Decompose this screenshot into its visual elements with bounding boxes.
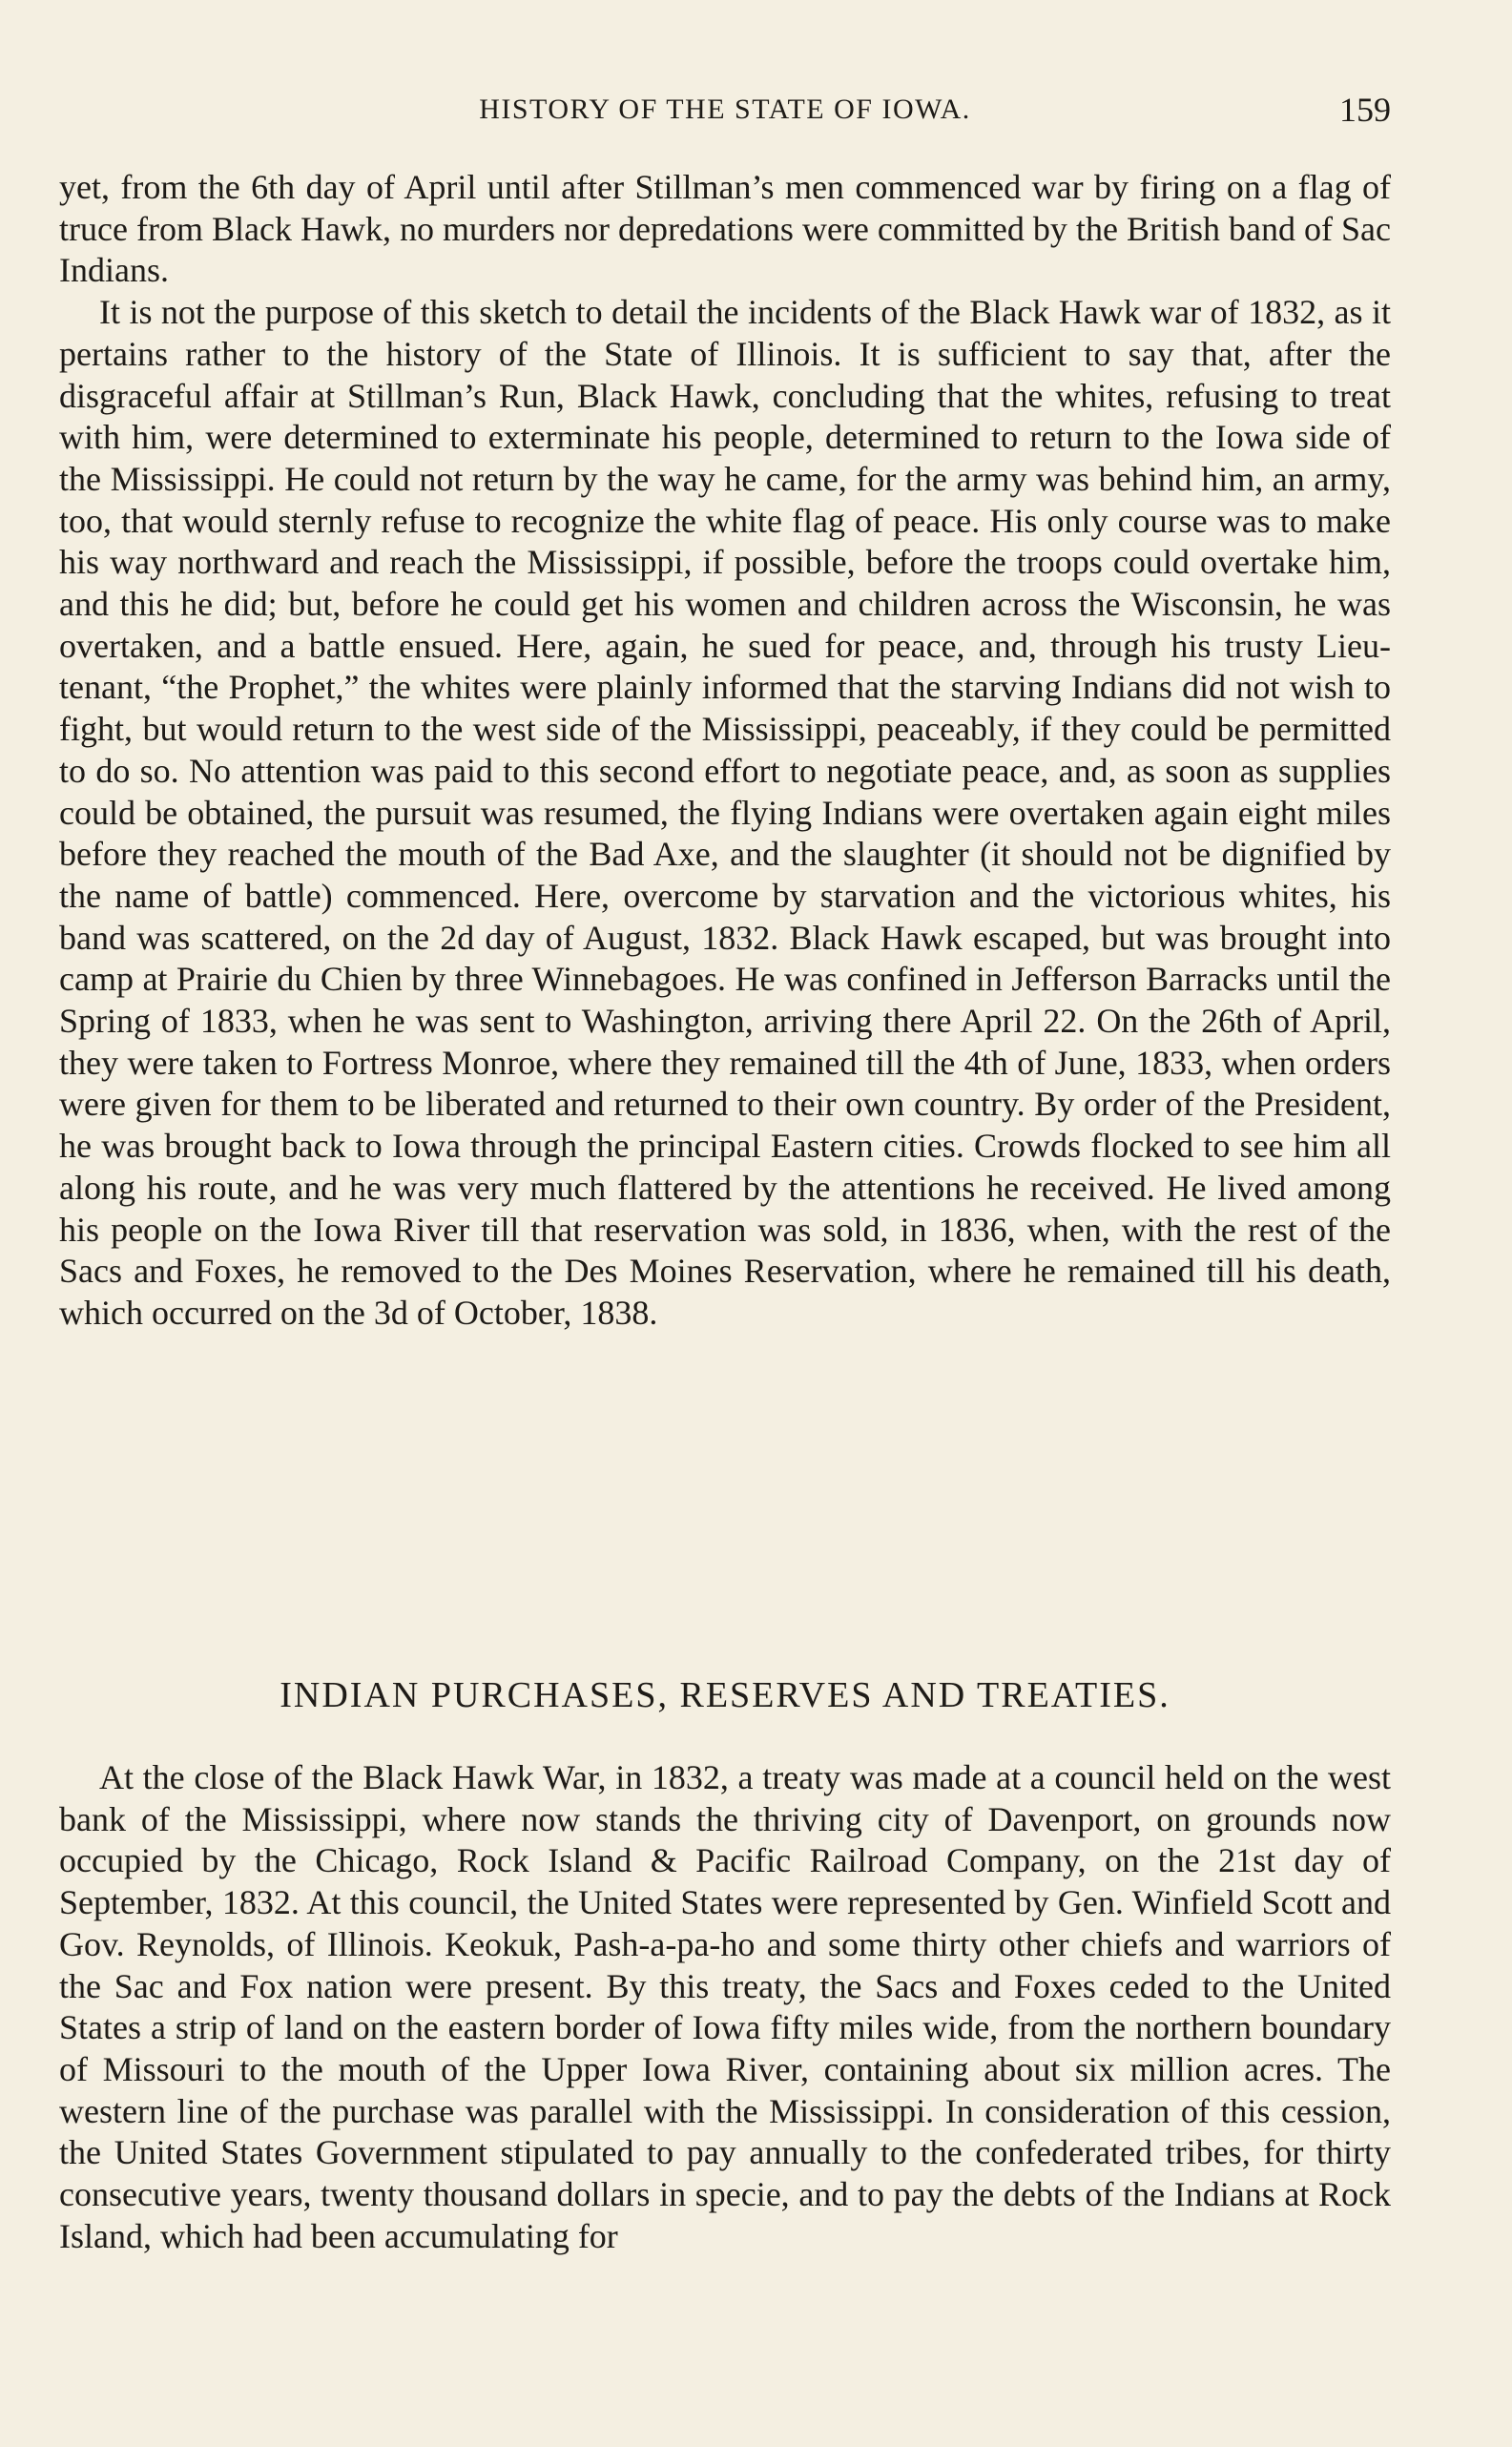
section-2-body (59, 1757, 1391, 2257)
paragraph-treaty: At the close of the Black Hawk War, in 1832, a treaty was made at a council held on the west bank of the Mississippi, where now stands the thriving city of Davenport, on grounds now occupied by the Chicago, Rock Island & Pacific Railroad Company, on the 21st day of September, 1832. At this council, the United States were represented by Gen. Winfield Scott and Gov. Reynolds, of Illinois. Keokuk, Pash-a-pa-ho and some thirty other chiefs and warriors of the Sac and Fox nation were present. By this treaty, the Sacs and Foxes ceded to the United States a strip of land on the eastern border of Iowa fifty miles wide, from the northern boundary of Missouri to the mouth of the Upper Iowa River, containing about six million acres. The western line of the purchase was parallel with the Mississippi. In consideration of this cession, the United States Government stipulated to pay annually to the confederated tribes, for thirty consecutive years, twenty thousand dollars in specie, and to pay the debts of the Indians at Rock Island, which had been accumulating for (59, 1758, 1391, 2255)
running-title: HISTORY OF THE STATE OF IOWA. (479, 93, 971, 125)
section-1-body (59, 167, 1391, 1335)
section-heading: INDIAN PURCHASES, RESERVES AND TREATIES. (280, 1675, 1170, 1715)
paragraph-black-hawk-war: It is not the purpose of this sketch to detail the incidents of the Black Hawk war of 1832, as it pertains rather to the history of the State of Illinois. It is sufficient to say that, after the disgraceful affair at Stillman’s Run, Black Hawk, concluding that the whites, refusing to treat with him, were determined to exterminate his people, determined to return to the Iowa side of the Mississippi. He could not return by the way he came, for the army was behind him, an army, too, that would sternly refuse to recognize the white flag of peace. His only course was to make his way northward and reach the Mississippi, if possible, before the troops could overtake him, and this he did; but, before he could get his women and children across the Wisconsin, he was overtaken, and a battle ensued. Here, again, he sued for peace, and, through his trusty Lieutenant, “the Prophet,” the whites were plainly informed that the starving Indians did not wish to fight, but would return to the west side of the Mississippi, peaceably, if they could be permitted to do so. No attention was paid to this second effort to negotiate peace, and, as soon as supplies could be obtained, the pursuit was resumed, the flying Indians were overtaken again eight miles before they reached the mouth of the Bad Axe, and the slaughter (it should not be dignified by the name of battle) commenced. Here, overcome by starvation and the victorious whites, his band was scattered, on the 2d day of August, 1832. Black Hawk escaped, but was brought into camp at Prairie du Chien by three Winnebagoes. He was confined in Jefferson Barracks until the Spring of 1833, when he was sent to Washington, arriving there April 22. On the 26th of April, they were taken to Fortress Monroe, where they remained till the 4th of June, 1833, when orders were given for them to be liberated and returned to their own country. By order of the President, he was brought back to Iowa through the principal Eastern cities. Crowds flocked to see him all along his route, and he was very much flattered by the attentions he received. He lived among his people on the Iowa River till that reservation was sold, in 1836, when, with the rest of the Sacs and Foxes, he removed to the Des Moines Reservation, where he remained till his death, which occurred on the 3d of October, 1838. (59, 293, 1391, 1332)
page-number: 159 (1339, 91, 1391, 129)
running-header (59, 93, 1391, 135)
paragraph-continued: yet, from the 6th day of April until after Stillman’s men commenced war by firing on a flag of truce from Black Hawk, no murders nor depredations were committed by the British band of Sac Indians. (59, 168, 1391, 290)
